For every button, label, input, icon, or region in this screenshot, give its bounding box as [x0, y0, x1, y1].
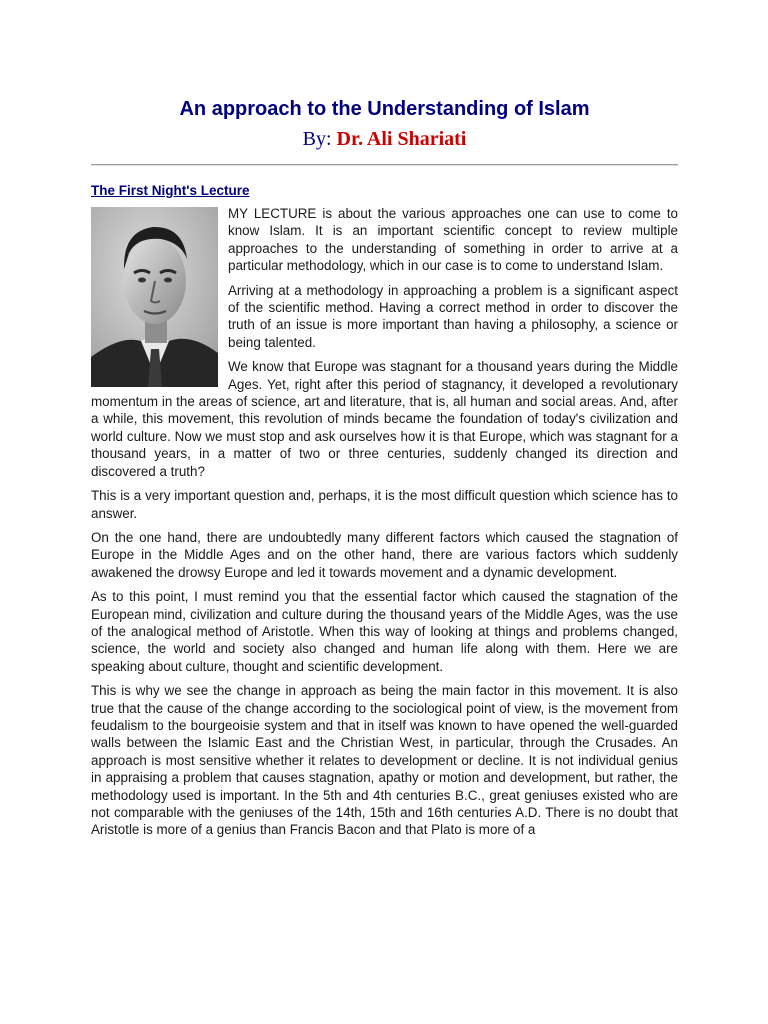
article-body	[91, 205, 678, 839]
paragraph: We know that Europe was stagnant for a thousand years during the Middle Ages. Yet, right after this period of stagnancy, it developed a revolutionary momentum in the areas of science, art and literature, that is, all human and social areas. And, after a while, this movement, this revolution of minds became the foundation of today's civilization and world culture. Now we must stop and ask ourselves how it is that Europe, which was stagnant for a thousand years, in a matter of two or three centuries, suddenly changed its direction and discovered a truth?	[91, 359, 678, 479]
paragraph: On the one hand, there are undoubtedly many different factors which caused the stagnation of Europe in the Middle Ages and on the other hand, there are various factors which suddenly awakened the drowsy Europe and led it towards movement and a dynamic development.	[91, 529, 678, 580]
byline	[91, 127, 678, 151]
article-title: An approach to the Understanding of Islam	[179, 98, 590, 120]
paragraph: Arriving at a methodology in approaching a problem is a significant aspect of the scientific method. Having a correct method in order to discover the truth of an issue is more important than having a philosophy, a science or being talented.	[228, 282, 678, 350]
by-label: By:	[302, 128, 337, 150]
paragraph: This is a very important question and, perhaps, it is the most difficult question which science has to answer.	[91, 488, 678, 521]
author-portrait	[91, 207, 218, 387]
paragraph: As to this point, I must remind you that the essential factor which caused the stagnation of the European mind, civilization and culture during the thousand years of the Middle Ages, was the use of the analogical method of Aristotle. When this way of looking at things and problems changed, science, the world and society also changed and human life along with them. Here we are speaking about culture, thought and scientific development.	[91, 589, 678, 674]
paragraph: MY LECTURE is about the various approaches one can use to come to know Islam. It is an important scientific concept to review multiple approaches to the understanding of something in order to arrive at a particular methodology, which in our case is to come to understand Islam.	[228, 206, 678, 274]
paragraph: This is why we see the change in approach as being the main factor in this movement. It is also true that the cause of the change according to the sociological point of view, is the movement from feudalism to the bourgeoisie system and that in itself was known to have opened the well-guarded walls between the Islamic East and the Christian West, in particular, through the Crusades. An approach is most sensitive whether it relates to development or decline. It is not individual genius in appraising a problem that causes stagnation, apathy or motion and development, but rather, the methodology used is important. In the 5th and 4th centuries B.C., great geniuses existed who are not comparable with the geniuses of the 14th, 15th and 16th centuries A.D. There is no doubt that Aristotle is more of a genius than Francis Bacon and that Plato is more of a	[91, 683, 678, 838]
author-name: Dr. Ali Shariati	[336, 128, 467, 150]
article-page	[91, 0, 678, 846]
section-title[interactable]: The First Night's Lecture	[91, 183, 250, 198]
